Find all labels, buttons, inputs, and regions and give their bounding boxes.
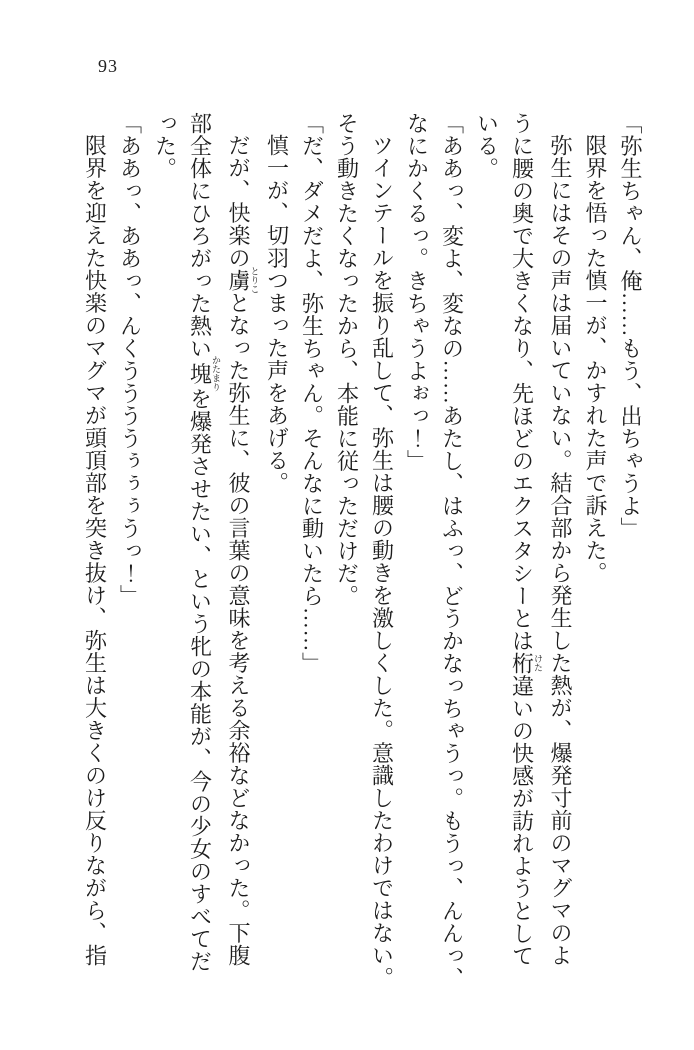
text-column: 限界を悟った慎一が、かすれた声で訴えた。 — [583, 134, 608, 584]
text-column: 弥生にはその声は届いていない。結合部から発生した熱が、爆発寸前のマグマのよ — [548, 134, 573, 967]
furigana-text: かたまり — [211, 355, 221, 392]
text-column: 限界を迎えた快楽のマグマが頭頂部を突き抜け、弥生は大きくのけ反りながら、指 — [82, 134, 108, 967]
text-column: 「ああっ、変よ、変なの……あたし、はふっ、どうかなっちゃうっ。もうっ、んんっ、 — [439, 112, 465, 990]
text-columns — [78, 112, 649, 996]
furigana-ruby: 桁けた — [509, 652, 543, 675]
text-column: だが、快楽の虜とりことなった弥生に、彼の言葉の意味を考える余裕などなかった。下腹 — [226, 134, 260, 967]
text-column: うに腰の奥で大きくなり、先ほどのエクスタシーとは桁けた違いの快感が訪れようとして — [509, 112, 543, 967]
text-column: 部全体にひろがった熱い塊かたまりを爆発させたい、という牝の本能が、今の少女のすべてだ — [187, 112, 221, 973]
text-column: った。 — [152, 112, 178, 180]
text-column: そう動きたくなったから、本能に従っただけだ。 — [334, 112, 360, 607]
page-number: 93 — [98, 56, 118, 76]
furigana-text: けた — [533, 652, 543, 675]
furigana-ruby: 塊かたまり — [187, 355, 221, 392]
text-column: ツインテールを振り乱して、弥生は腰の動きを激しくした。意識したわけではない。 — [369, 134, 395, 989]
text-column: 慎一が、切羽つまった声をあげる。 — [264, 134, 290, 494]
text-column: 「だ、ダメだよ、弥生ちゃん。そんなに動いたら……」 — [299, 112, 325, 675]
furigana-ruby: 虜とりこ — [226, 266, 260, 294]
text-column: なにかくるっ。きちゃうよぉっ！」 — [404, 112, 430, 472]
furigana-text: とりこ — [249, 266, 260, 294]
text-column: 「弥生ちゃん、俺……もう、出ちゃうよ」 — [618, 112, 643, 540]
text-column: いる。 — [474, 112, 500, 180]
text-column: 「ああっ、ああっ、んくううううぅぅぅうっ！」 — [117, 112, 143, 607]
